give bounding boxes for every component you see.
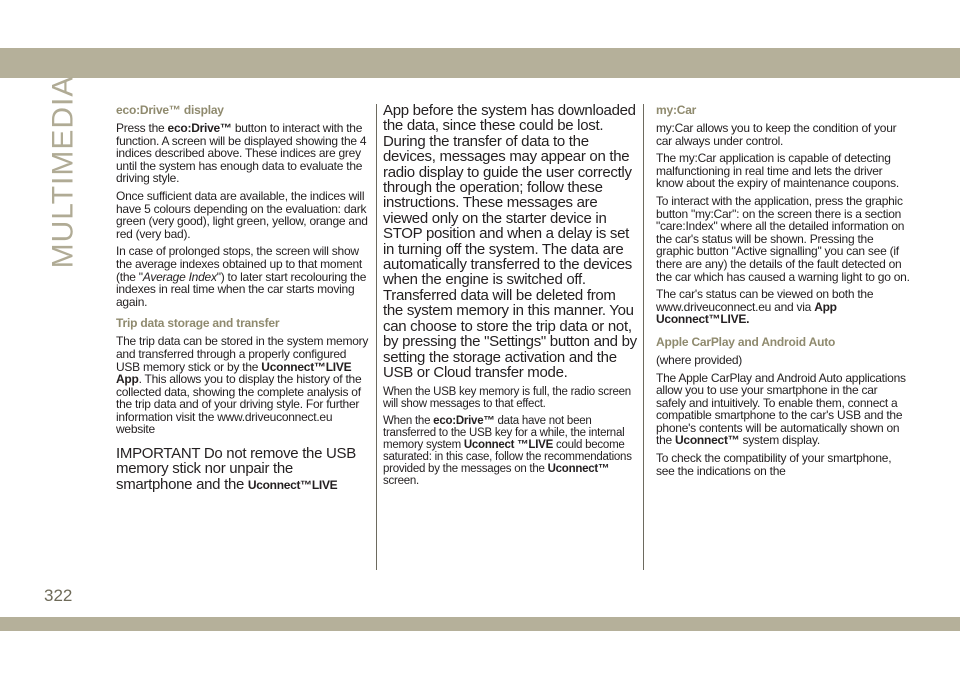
column-2 [383,103,637,492]
column-1 [116,103,370,499]
paragraph: The car's status can be viewed on both the www.driveuconnect.eu and via App Uconnect™LIVE. [656,287,874,327]
paragraph: (where provided) [656,352,743,367]
paragraph: In case of prolonged stops, the screen will show the average indexes obtained up to that moment (the "Average Index") to later start recolouring the indexes in real time when the car starts moving again. [116,244,367,309]
section-label: MULTIMEDIA [46,75,80,269]
paragraph: The Apple CarPlay and Android Auto applications allow you to use your smartphone in the car safely and intuitively. To enable them, connect a compatible smartphone to the car's USB and the phone's contents will be automatically shown on the Uconnect™ system display. [656,370,906,448]
column-divider [376,104,377,570]
page-number: 322 [44,586,73,605]
footer-band [0,617,960,631]
paragraph: The trip data can be stored in the system memory and transferred through a properly configured USB memory stick or by the Uconnect™LIVE App. This allows you to display the history of the collected data, showing the complete analysis of the trip data and of your driving style. For further information visit the www.driveuconnect.eu website [116,334,369,437]
heading-trip-data: Trip data storage and transfer [116,316,280,331]
column-divider [643,104,644,570]
heading-ecodrive-display: eco:Drive™ display [116,103,224,117]
section-tab [40,75,86,269]
paragraph: Press the eco:Drive™ button to interact with the function. A screen will be displayed showing the 4 indices described above. These indices are grey until the system has enough data to evaluate the driving style. [116,121,367,186]
paragraph: When the eco:Drive™ data have not been transferred to the USB key for a while, the internal memory system Uconnect ™LIVE could become saturated: in this case, follow the recommendations provided by the messages on the Uconnect™ screen. [383,415,632,488]
paragraph: To interact with the application, press the graphic button "my:Car": on the screen there is a section "care:Index" where all the detailed information on the car's status will be shown. Pressing the graphic button "Active signalling" you can see (if there are any) the details of the fault detected on the car which has caused a warning light to go on. [656,193,910,284]
column-3 [656,103,910,482]
paragraph: The my:Car application is capable of detecting malfunctioning in real time and lets the driver know about the expiry of maintenance coupons. [656,151,899,191]
paragraph: App before the system has downloaded the data, since these could be lost. During the transfer of data to the devices, messages may appear on the radio display to guide the user correctly through the operation; follow these instructions. These messages are viewed only on the starter device in STOP position and when a delay is set in turning off the system. The data are automatically transferred to the devices when the engine is switched off. Transferred data will be deleted from the system memory in this manner. You can choose to store the trip data or not, by pressing the "Settings" button and by setting the storage activation and the USB or Cloud transfer mode. [383,102,637,381]
paragraph: To check the compatibility of your smartphone, see the indications on the [656,451,892,478]
heading-mycar: my:Car [656,103,697,117]
important-note: IMPORTANT Do not remove the USB memory stick nor unpair the smartphone and the Uconnect™LIVE [116,445,356,493]
paragraph: Once sufficient data are available, the indices will have 5 colours depending on the evaluation: dark green (very good), light green, yellow, orange and red (very bad). [116,188,368,241]
paragraph: When the USB key memory is full, the radio screen will show messages to that effect. [383,386,631,411]
header-band [0,48,960,78]
paragraph: my:Car allows you to keep the condition of your car always under control. [656,121,897,148]
heading-carplay: Apple CarPlay and Android Auto [656,334,836,349]
